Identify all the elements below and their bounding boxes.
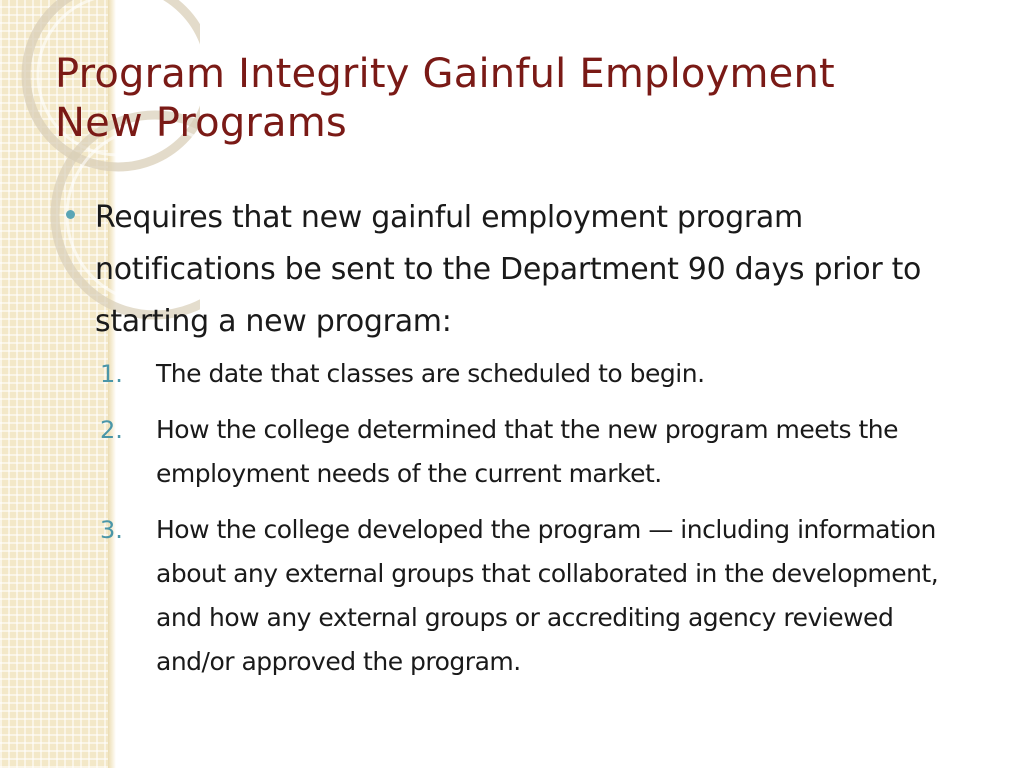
numbered-list-item bbox=[66, 408, 966, 496]
slide-title-line-1: Program Integrity Gainful Employment bbox=[55, 51, 835, 97]
list-item-number: 1. bbox=[100, 360, 123, 388]
numbered-list-item bbox=[66, 352, 966, 396]
bullet-dot-icon bbox=[66, 210, 75, 219]
bullet-text: Requires that new gainful employment program notifications be sent to the Department 90 days prior to starting a new program: bbox=[95, 200, 922, 339]
bullet-item bbox=[66, 192, 966, 348]
list-item-number: 3. bbox=[100, 516, 123, 544]
list-item-number: 2. bbox=[100, 416, 123, 444]
list-item-text: How the college determined that the new program meets the employment needs of the current market. bbox=[156, 415, 898, 488]
list-item-text: The date that classes are scheduled to begin. bbox=[156, 359, 705, 388]
numbered-list-item bbox=[66, 508, 966, 684]
list-item-text: How the college developed the program — including information about any external groups that collaborated in the development, and how any external groups or accrediting agency reviewed and/or approved the program. bbox=[156, 515, 939, 676]
slide-title bbox=[55, 50, 995, 148]
numbered-list bbox=[66, 352, 966, 684]
slide-body bbox=[66, 192, 966, 696]
slide-title-line-2: New Programs bbox=[55, 99, 347, 146]
